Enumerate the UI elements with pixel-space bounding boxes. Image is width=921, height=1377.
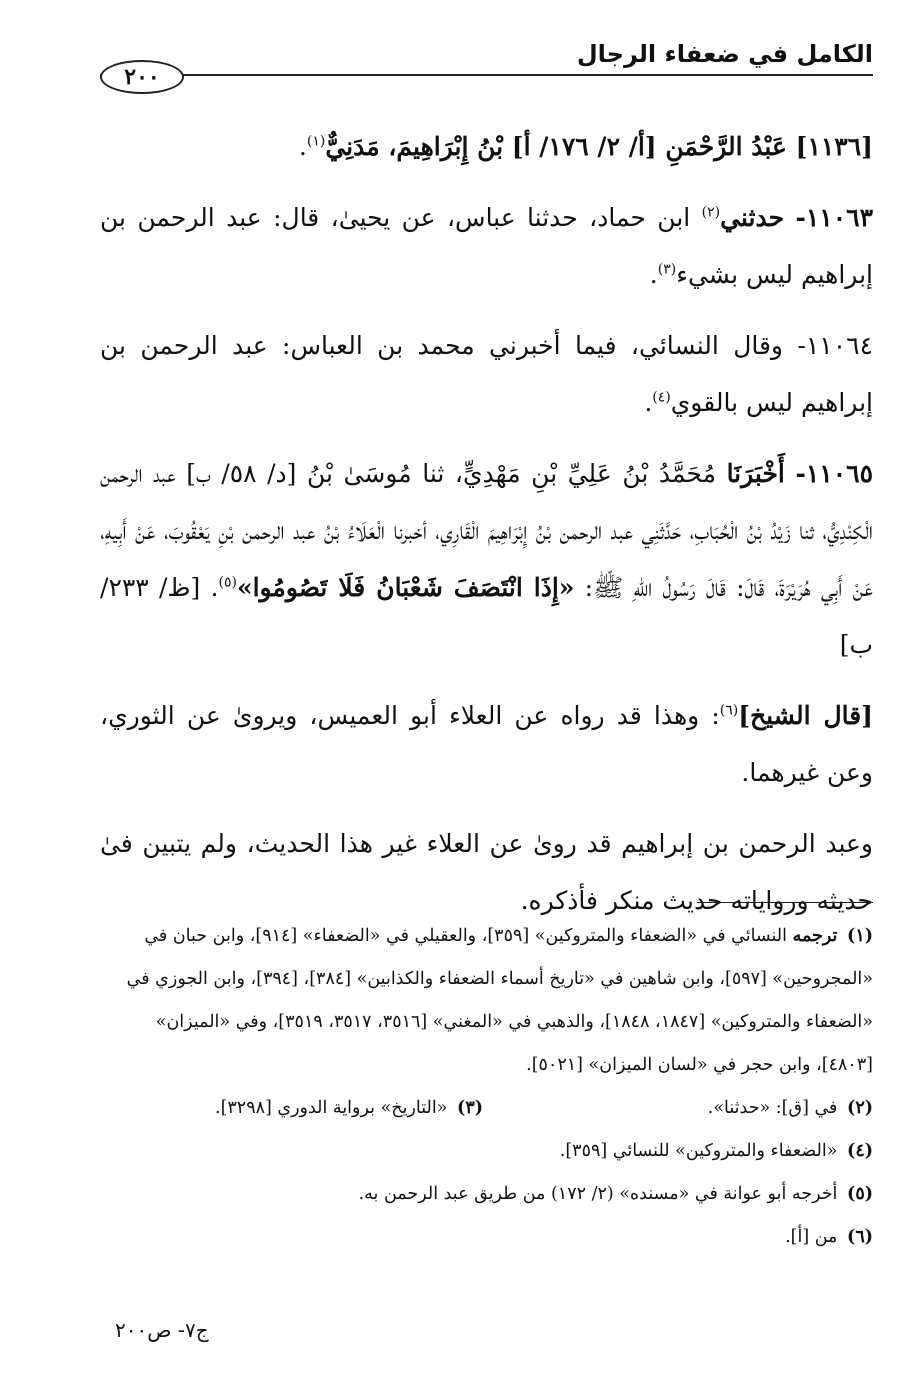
page-header (100, 30, 873, 108)
narration-lead: أَخْبَرَنَا (726, 459, 785, 488)
narration-lead: حدثني (720, 203, 785, 232)
footnote-4: (٤) «الضعفاء والمتروكين» للنسائي [٣٥٩]. (559, 1141, 873, 1161)
footnote-6: (٦) من [أ]. (785, 1227, 873, 1247)
footnote-ref-3: (٣) (657, 261, 677, 278)
header-rule (100, 74, 873, 76)
page-number: ٢٠٠ (100, 60, 184, 94)
footnote-1: (١) ترجمه النسائي في «الضعفاء والمتروكين» [٣٥٩]، والعقيلي في «الضعفاء» [٩١٤]، وابن حبان في «المجروحين» [٥٩٧]، وابن شاهين في «تاريخ أسماء الضعفاء والكذابين» [٣٨٤]، [٣٩٤]، وابن الجوزي في «الضعفاء والمتروكين» [١٨٤٧، ١٨٤٨]، والذهبي في «المغني» [٣٥١٦، ٣٥١٧، ٣٥١٩]، وفي «الميزان» [٤٨٠٣]، وابن حجر في «لسان الميزان» [٥٠٢١]. (126, 926, 873, 1075)
footnote-ref-4: (٤) (652, 389, 671, 406)
sheikh-label: [قال الشيخ] (738, 701, 874, 730)
paragraph-11064: ١١٠٦٤- وقال النسائي، فيما أخبرني محمد بن العباس: عبد الرحمن بن إبراهيم ليس بالقوي$^{(٤)}$. (100, 331, 873, 417)
entry-title: [١١٣٦] عَبْدُ الرَّحْمَنِ [أ/ ٢/ ١٧٦/ أ] بْنُ إِبْرَاهِيمَ، مَدَنِيٌّ (325, 132, 873, 161)
closing-paragraph: وعبد الرحمن بن إبراهيم قد روىٰ عن العلاء غير هذا الحديث، ولم يتبين فىٰ حديثه ورواياته حديث منكر فأذكره. (100, 829, 873, 915)
footnote-ref-5: (٥) (218, 574, 237, 591)
footnote-divider (697, 902, 873, 903)
volume-page-reference: ج٧- ص٢٠٠ (115, 1318, 209, 1342)
narration-number: ١١٠٦٣- (795, 203, 873, 232)
footnote-ref-2: (٢) (701, 204, 721, 221)
sheikh-comment: [قال الشيخ]$^{(٦)}$: وهذا قد رواه عن العلاء أبو العميس، ويروىٰ عن الثوري، وعن غيرهما. (100, 701, 874, 787)
book-title: الكامل في ضعفاء الرجال (576, 40, 873, 68)
hadith-quote: «إِذَا انْتَصَفَ شَعْبَانُ فَلَا تَصُومُوا» (236, 573, 575, 602)
footnote-ref-1: (١) (306, 133, 326, 150)
main-text (100, 118, 873, 943)
paragraph-11063: ١١٠٦٣- حدثني$^{(٢)}$ ابن حماد، حدثنا عباس، عن يحيىٰ، قال: عبد الرحمن بن إبراهيم ليس بشيء$^{(٣)}$. (100, 203, 873, 289)
footnotes (100, 915, 873, 1259)
footnote-ref-6: (٦) (719, 702, 739, 719)
footnote-3: (٣) «التاريخ» برواية الدوري [٣٢٩٨]. (215, 1098, 484, 1118)
footnote-row-2-3 (100, 1087, 873, 1130)
narration-number: ١١٠٦٥- (795, 459, 873, 488)
footnote-5: (٥) أخرجه أبو عوانة في «مسنده» (٢/ ١٧٢) من طريق عبد الرحمن به. (358, 1184, 873, 1204)
paragraph-11065: ١١٠٦٥- أَخْبَرَنَا مُحَمَّدُ بْنُ عَلِيِّ بْنِ مَهْدِيٍّ، ثنا مُوسَىٰ بْنُ [د/ ٥٨/ ب] عبد الرحمن الْكِنْدِيُّ، ثنا زَيْدُ بْنُ الْحُبَابِ، حَدَّثَنِي عبد الرحمن بْنُ إِبْرَاهِيمَ الْقَارِي، أخبرنا الْعَلَاءُ بْنُ عبد الرحمن بْنِ يَعْقُوبَ، عَنْ أَبِيهِ، عَنْ أَبِي هُرَيْرَةَ، قَالَ: قَالَ رَسُولُ اللهِ ﷺ: «إِذَا انْتَصَفَ شَعْبَانُ فَلَا تَصُومُوا»$^{(٥)}$. [ظ/ ٢٣٣/ ب] (100, 459, 873, 659)
entry-heading: [١١٣٦] عَبْدُ الرَّحْمَنِ [أ/ ٢/ ١٧٦/ أ] بْنُ إِبْرَاهِيمَ، مَدَنِيٌّ$^{(١)}$. (298, 132, 873, 161)
footnote-2: (٢) في [ق]: «حدثنا». (707, 1098, 873, 1118)
